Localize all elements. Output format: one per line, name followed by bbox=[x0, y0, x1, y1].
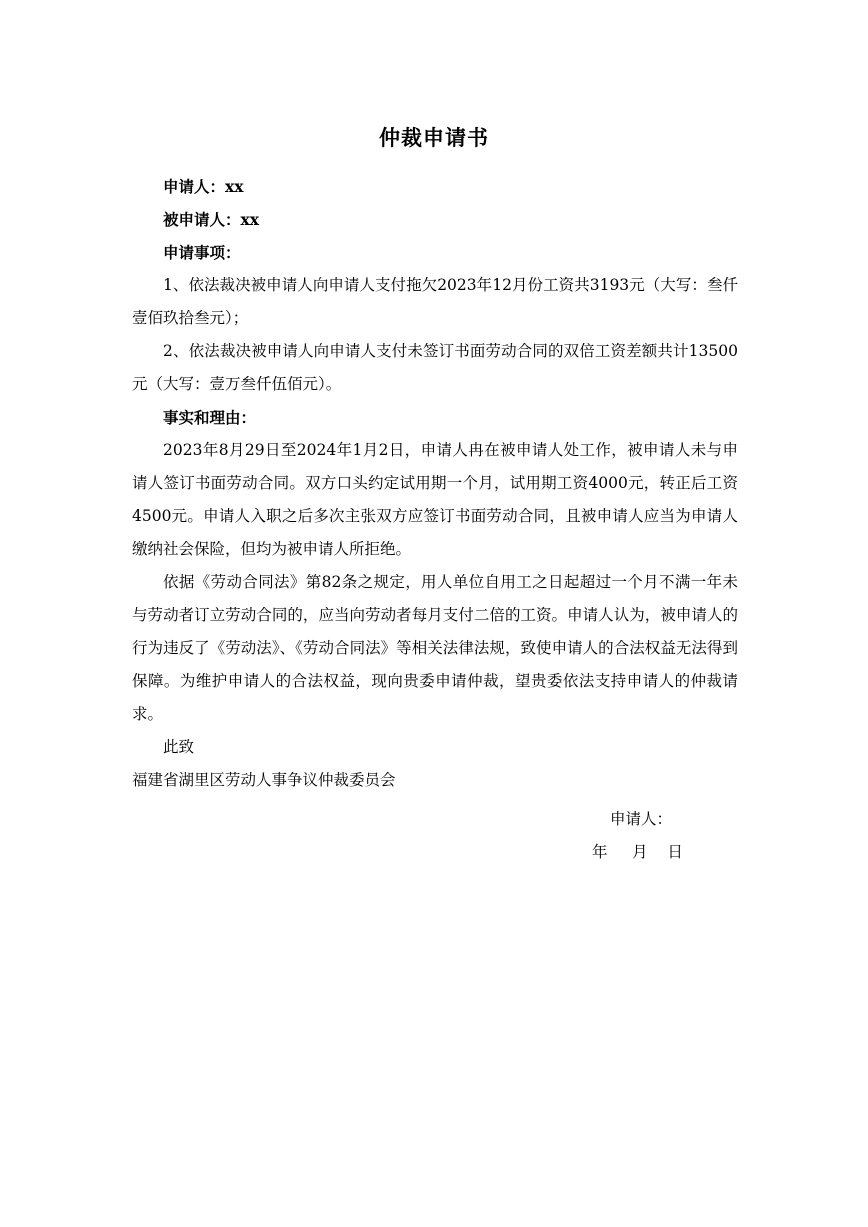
signature-label: 申请人： bbox=[610, 810, 673, 828]
facts-paragraph-2: 依据《劳动合同法》第82条之规定，用人单位自用工之日起超过一个月不满一年未与劳动者订立劳动合同的，应当向劳动者每月支付二倍的工资。申请人认为，被申请人的行为违反了《劳动法》、《劳动合同法》等相关法律法规，致使申请人的合法权益无法得到保障。为维护申请人的合法权益，现向贵委申请仲裁，望贵委依法支持申请人的仲裁请求。 bbox=[132, 573, 738, 723]
document-title: 仲裁申请书 bbox=[379, 125, 489, 150]
claim-item-1: 1、依法裁决被申请人向申请人支付拖欠2023年12月份工资共3193元（大写：叁仟壹佰玖拾叁元）； bbox=[132, 276, 738, 327]
applicant-line: 申请人：xx bbox=[163, 177, 244, 196]
facts-paragraph-1: 2023年8月29日至2024年1月2日，申请人冉在被申请人处工作，被申请人未与申请人签订书面劳动合同。双方口头约定试用期一个月，试用期工资4000元，转正后工资4500元。申请人入职之后多次主张双方应签订书面劳动合同，且被申请人应当为申请人缴纳社会保险，但均为被申请人所拒绝。 bbox=[132, 441, 738, 558]
recipient-line: 福建省湖里区劳动人事争议仲裁委员会 bbox=[132, 771, 396, 789]
respondent-line: 被申请人：xx bbox=[163, 210, 259, 229]
closing-line: 此致 bbox=[163, 738, 195, 756]
document-body bbox=[132, 170, 738, 797]
date-line: 年 月 日 bbox=[592, 843, 683, 861]
claim-item-2: 2、依法裁决被申请人向申请人支付未签订书面劳动合同的双倍工资差额共计13500元（大写：壹万叁仟伍佰元）。 bbox=[132, 342, 738, 393]
facts-heading: 事实和理由： bbox=[163, 408, 257, 427]
claims-heading: 申请事项： bbox=[163, 243, 241, 262]
